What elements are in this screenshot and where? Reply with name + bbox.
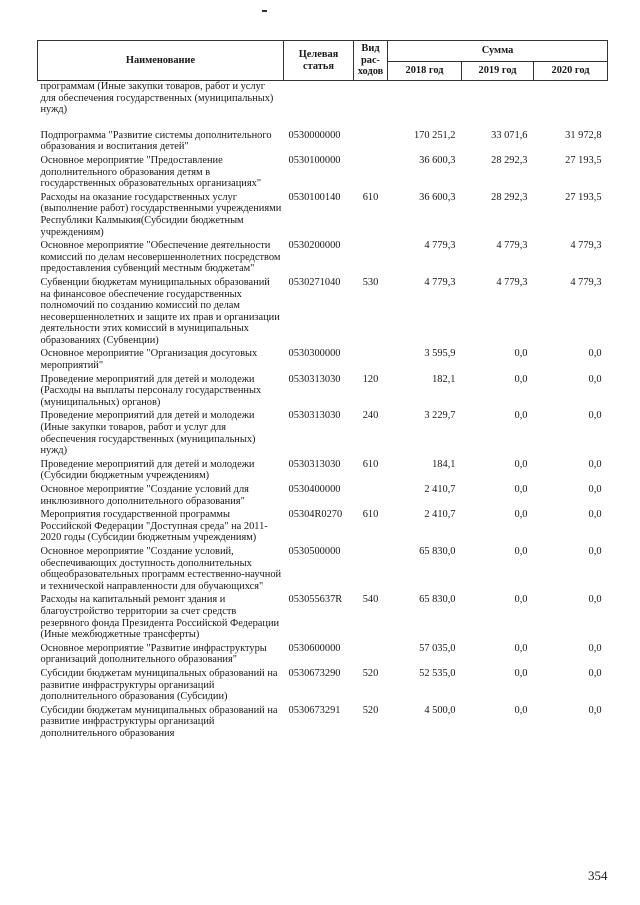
row-type: [354, 130, 388, 155]
row-2019: 0,0: [514, 667, 528, 679]
row-code: 0530000000: [288, 129, 341, 141]
page-number: 354: [588, 868, 608, 883]
row-2020: 0,0: [588, 704, 602, 716]
row-2019: 0,0: [514, 348, 528, 360]
row-2018: 2 410,7: [424, 484, 456, 495]
table-row: [38, 410, 608, 458]
row-type: 610: [362, 509, 379, 521]
row-2018: 65 830,0: [419, 594, 456, 606]
table-row: [38, 643, 608, 668]
row-2020: 0,0: [588, 348, 602, 360]
row-code: 0530500000: [288, 545, 341, 557]
row-type: [354, 240, 388, 277]
row-type: 530: [362, 276, 379, 288]
scan-mark: [262, 10, 267, 12]
row-name: Субсидии бюджетам муниципальных образований на развитие инфраструктуры организаций дополнительного образования (Субсидии): [40, 667, 278, 703]
row-code: 0530400000: [288, 484, 341, 495]
row-type: [354, 81, 388, 130]
header-name: Наименование: [38, 41, 284, 81]
row-2019: 28 292,3: [491, 154, 528, 166]
header-year-2020: 2020 год: [534, 62, 608, 81]
row-2018: [388, 81, 462, 130]
row-2020: 0,0: [588, 594, 602, 606]
row-name: программам (Иные закупки товаров, работ и услуг для обеспечения государственных (муниципальных) нужд): [40, 81, 274, 116]
row-2018: 170 251,2: [413, 129, 456, 141]
row-2018: 36 600,3: [419, 154, 456, 166]
row-2018: 65 830,0: [419, 545, 456, 557]
table-row: [38, 459, 608, 484]
row-type: [354, 348, 388, 373]
row-name: Основное мероприятие "Обеспечение деятельности комиссий по делам несовершеннолетних посредством предоставления субвенций местным бюджетам": [40, 240, 281, 275]
table-row: [38, 240, 608, 277]
table-row: [38, 374, 608, 411]
row-type: [354, 546, 388, 594]
row-code: 053055637R: [288, 594, 343, 606]
table-row: [38, 546, 608, 594]
row-type: 520: [362, 704, 379, 716]
row-2018: 4 779,3: [424, 276, 456, 288]
row-code: 0530200000: [288, 240, 341, 252]
table-row: [38, 668, 608, 705]
row-2020: 0,0: [588, 545, 602, 557]
row-2020: 27 193,5: [565, 191, 602, 203]
header-year-2018: 2018 год: [388, 62, 462, 81]
row-code: 0530673290: [288, 667, 341, 679]
row-2020: 31 972,8: [565, 129, 602, 141]
row-2019: 0,0: [514, 458, 528, 470]
row-2019: 33 071,6: [491, 129, 528, 141]
row-2018: 4 779,3: [424, 240, 456, 252]
row-name: Проведение мероприятий для детей и молодежи (Иные закупки товаров, работ и услуг для обеспечения государственных (муниципальных) нужд): [40, 410, 256, 457]
row-name: Проведение мероприятий для детей и молодежи (Расходы на выплаты персоналу государственных (муниципальных) органов): [40, 373, 262, 408]
header-sum: Сумма: [388, 41, 608, 62]
row-code: 0530600000: [288, 642, 341, 654]
table-row: [38, 348, 608, 373]
row-name: Расходы на капитальный ремонт здания и благоустройство территории за счет средств резервного фонда Президента Российской Федерации (Иные межбюджетные трансферты): [40, 594, 280, 641]
row-name: Основное мероприятие "Предоставление дополнительного образования детям в государственных образовательных организациях": [40, 154, 262, 190]
row-2020: 0,0: [588, 642, 602, 654]
row-2020: 4 779,3: [570, 240, 602, 252]
row-type: 240: [362, 410, 379, 422]
row-name: Основное мероприятие "Создание условий, обеспечивающих доступность дополнительных общеобразовательных программ естественно-научной и технической направленности для обучающихся": [40, 545, 282, 592]
row-2018: 57 035,0: [419, 642, 456, 654]
row-type: 610: [362, 191, 379, 203]
row-type: 520: [362, 667, 379, 679]
row-name: Проведение мероприятий для детей и молодежи (Субсидии бюджетным учреждениям): [40, 458, 255, 482]
row-2019: 0,0: [514, 410, 528, 422]
row-code: 0530100000: [288, 154, 341, 166]
row-2020: 0,0: [588, 458, 602, 470]
row-type: 120: [362, 373, 379, 385]
row-2020: [534, 81, 608, 130]
row-2020: 0,0: [588, 410, 602, 422]
row-name: Основное мероприятие "Создание условий для инклюзивного дополнительного образования": [40, 484, 249, 507]
row-type: 540: [362, 594, 379, 606]
row-2018: 184,1: [432, 458, 456, 470]
table-row: [38, 594, 608, 642]
row-2018: 4 500,0: [424, 704, 456, 716]
row-2018: 52 535,0: [419, 667, 456, 679]
row-2020: 0,0: [588, 373, 602, 385]
row-code: 0530100140: [288, 191, 341, 203]
row-2019: 4 779,3: [496, 240, 528, 252]
row-2019: 0,0: [514, 373, 528, 385]
row-code: 0530673291: [288, 704, 341, 716]
row-code: 0530300000: [288, 348, 341, 360]
table-row: [38, 81, 608, 130]
row-type: [354, 643, 388, 668]
row-code: [284, 81, 354, 130]
table-row: [38, 705, 608, 742]
row-2019: 4 779,3: [496, 276, 528, 288]
budget-table: [37, 40, 608, 741]
table-row: [38, 192, 608, 240]
row-2018: 3 595,9: [424, 348, 456, 360]
row-2019: 0,0: [514, 509, 528, 521]
header-code: Целевая статья: [284, 41, 354, 81]
row-2019: 0,0: [514, 642, 528, 654]
row-name: Мероприятия государственной программы Российской Федерации "Доступная среда" на 2011-2020 годы (Субсидии бюджетным учреждениям): [40, 509, 268, 544]
row-code: 05304R0270: [288, 509, 343, 521]
table-body: [38, 81, 608, 742]
header-type: Вид рас-ходов: [354, 41, 388, 81]
row-2018: 2 410,7: [424, 509, 456, 521]
row-2019: [462, 81, 534, 130]
row-2019: 0,0: [514, 545, 528, 557]
row-name: Субсидии бюджетам муниципальных образований на развитие инфраструктуры организаций дополнительного образования: [40, 704, 278, 739]
row-name: Основное мероприятие "Организация досуговых мероприятий": [40, 348, 258, 372]
row-code: 0530313030: [288, 458, 341, 470]
row-2020: 0,0: [588, 509, 602, 521]
row-name: Основное мероприятие "Развитие инфраструктуры организаций дополнительного образования": [40, 642, 267, 666]
row-2018: 182,1: [432, 373, 456, 385]
row-2020: 0,0: [588, 667, 602, 679]
table-row: [38, 509, 608, 546]
row-2018: 36 600,3: [419, 191, 456, 203]
table-row: [38, 155, 608, 192]
row-code: 0530271040: [288, 276, 341, 288]
row-2019: 0,0: [514, 704, 528, 716]
table-header: [38, 41, 608, 81]
row-name: Субвенции бюджетам муниципальных образований на финансовое обеспечение государственных полномочий по созданию комиссий по делам несовершеннолетних и защите их прав и организации деятельности этих комиссий в муниципальных образованиях (Субвенции): [40, 276, 280, 346]
table-row: [38, 130, 608, 155]
row-2019: 0,0: [514, 484, 528, 495]
row-2020: 27 193,5: [565, 154, 602, 166]
table-row: [38, 484, 608, 509]
row-2020: 4 779,3: [570, 276, 602, 288]
row-type: [354, 484, 388, 509]
row-2018: 3 229,7: [424, 410, 456, 422]
row-2019: 0,0: [514, 594, 528, 606]
row-code: 0530313030: [288, 410, 341, 422]
row-2019: 28 292,3: [491, 191, 528, 203]
row-name: Расходы на оказание государственных услуг (выполнение работ) государственными учреждениями Республики Калмыкия(Субсидии бюджетным учреждениям): [40, 191, 282, 238]
table-row: [38, 277, 608, 349]
row-code: 0530313030: [288, 373, 341, 385]
row-name: Подпрограмма "Развитие системы дополнительного образования и воспитания детей": [40, 129, 272, 153]
row-2020: 0,0: [588, 484, 602, 495]
header-year-2019: 2019 год: [462, 62, 534, 81]
row-type: [354, 155, 388, 192]
row-type: 610: [362, 458, 379, 470]
